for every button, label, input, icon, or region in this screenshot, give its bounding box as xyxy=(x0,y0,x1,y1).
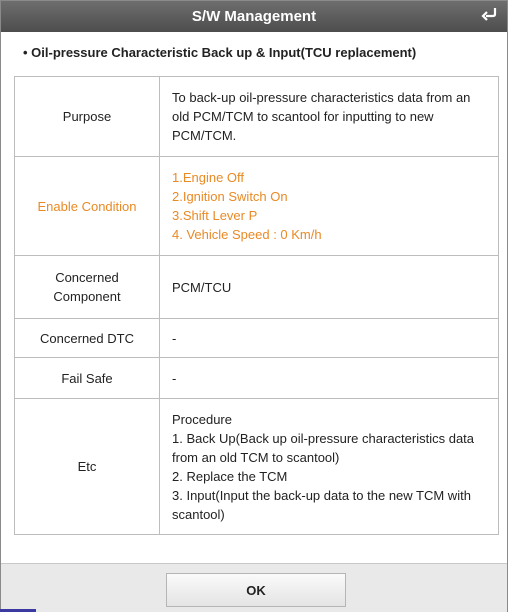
back-arrow-icon xyxy=(481,6,499,26)
enable-condition-line: 4. Vehicle Speed : 0 Km/h xyxy=(172,227,322,242)
etc-line: Procedure xyxy=(172,411,232,427)
purpose-line: To back-up oil-pressure characteristics data from an xyxy=(172,90,471,105)
etc-label: Etc xyxy=(15,399,160,535)
table-row-etc xyxy=(15,399,499,535)
table-row-enable-condition xyxy=(15,157,499,256)
etc-line: 1. Back Up(Back up oil-pressure characteristics data xyxy=(172,430,475,446)
enable-condition-line: 3.Shift Lever P xyxy=(172,208,258,223)
etc-line: scantool) xyxy=(172,506,225,522)
back-button[interactable] xyxy=(477,4,503,28)
concerned-dtc-label: Concerned DTC xyxy=(15,319,160,358)
concerned-component-label-line: Component xyxy=(53,289,121,304)
dialog-footer xyxy=(1,563,507,612)
section-subtitle: • Oil-pressure Characteristic Back up & Input(TCU replacement) xyxy=(23,45,417,60)
concerned-component-label-line: Concerned xyxy=(55,270,119,285)
etc-line: 2. Replace the TCM xyxy=(172,468,288,484)
enable-condition-value xyxy=(160,157,499,256)
etc-value xyxy=(160,399,499,535)
table-row-purpose xyxy=(15,77,499,157)
concerned-component-value: PCM/TCU xyxy=(160,256,499,319)
purpose-line: old PCM/TCM to scantool for inputting to new xyxy=(172,109,434,124)
table-row-fail-safe xyxy=(15,358,499,399)
purpose-value xyxy=(160,77,499,157)
purpose-label: Purpose xyxy=(15,77,160,157)
etc-line: 3. Input(Input the back-up data to the new TCM with xyxy=(172,487,471,503)
ok-button[interactable]: OK xyxy=(166,573,346,607)
enable-condition-label: Enable Condition xyxy=(15,157,160,256)
purpose-line: PCM/TCM. xyxy=(172,128,237,143)
dialog-title: S/W Management xyxy=(191,8,317,25)
concerned-component-label xyxy=(15,256,160,319)
fail-safe-value: - xyxy=(160,358,499,399)
title-bar xyxy=(1,1,507,32)
fail-safe-label: Fail Safe xyxy=(15,358,160,399)
enable-condition-line: 1.Engine Off xyxy=(172,170,245,185)
table-row-concerned-dtc xyxy=(15,319,499,358)
table-row-concerned-component xyxy=(15,256,499,319)
info-table xyxy=(14,76,499,535)
enable-condition-line: 2.Ignition Switch On xyxy=(172,189,288,204)
etc-line: from an old TCM to scantool) xyxy=(172,449,340,465)
concerned-dtc-value: - xyxy=(160,319,499,358)
